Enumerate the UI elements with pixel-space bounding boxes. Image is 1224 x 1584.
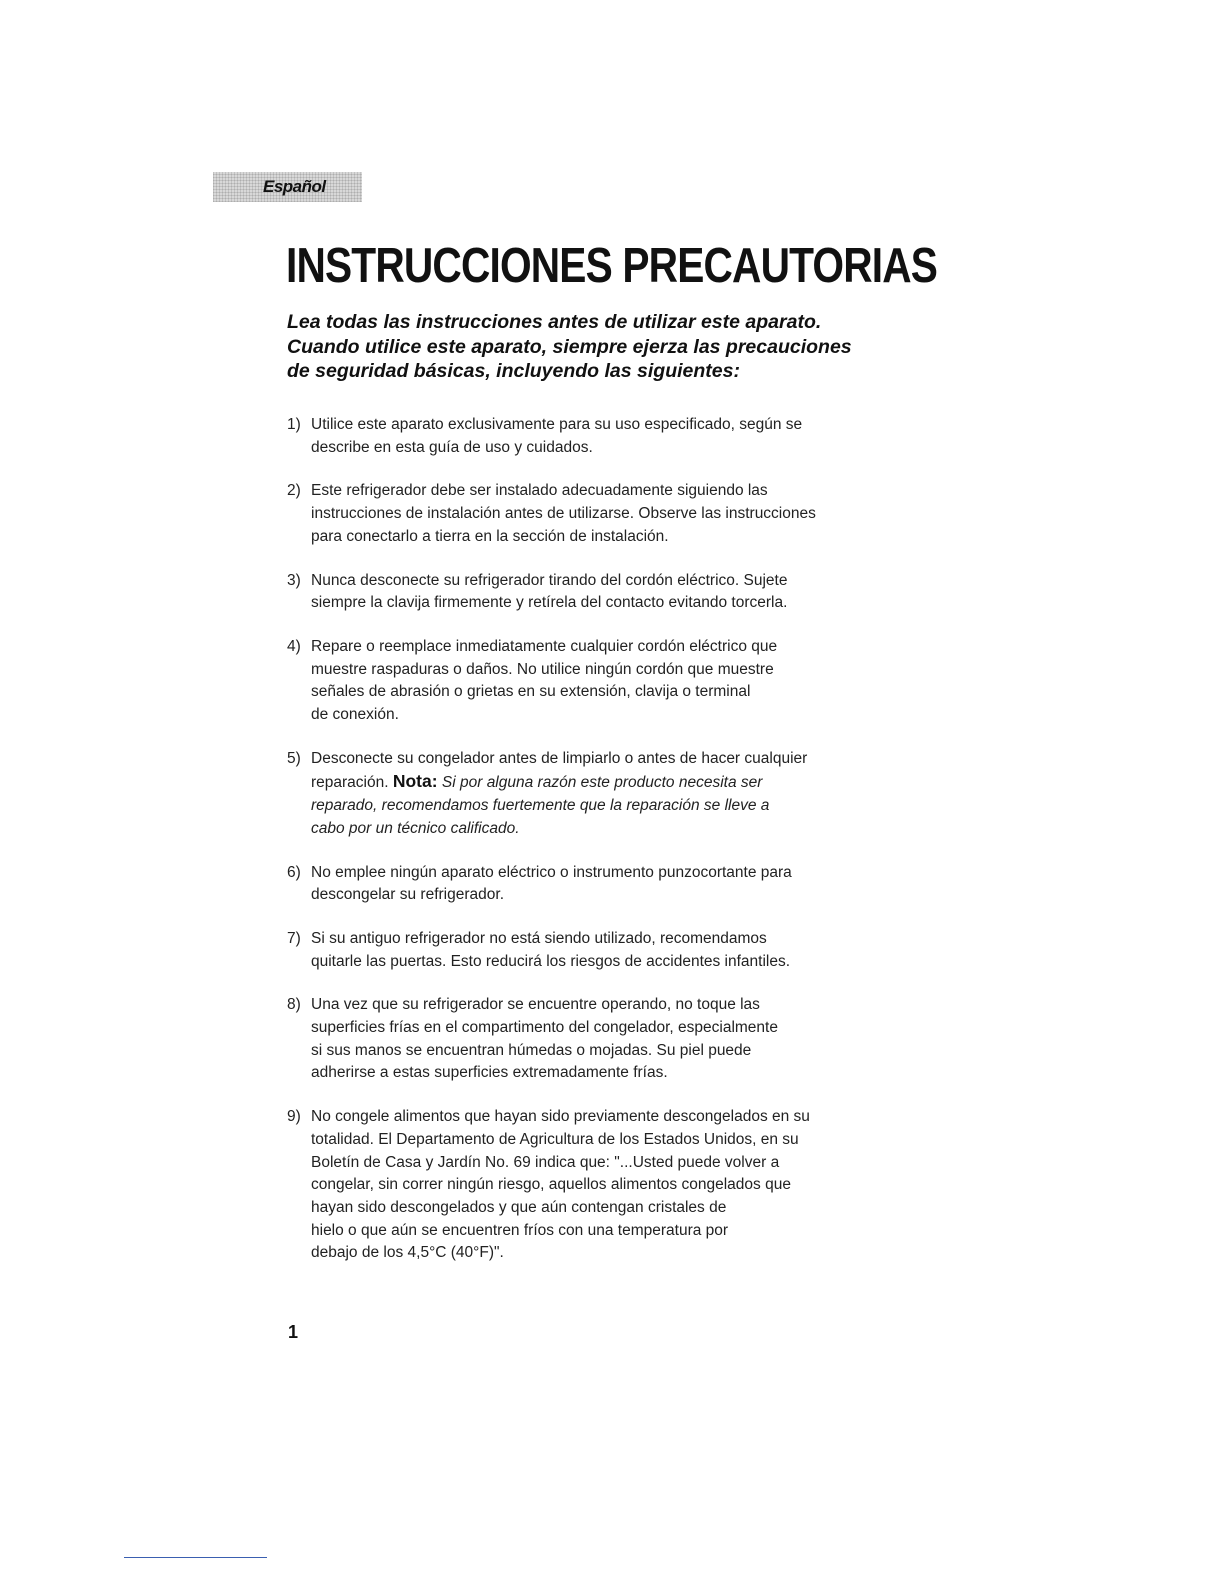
item-line: debajo de los 4,5°C (40°F)". xyxy=(311,1244,504,1262)
list-item-9 xyxy=(287,1106,947,1265)
language-tab-label: Español xyxy=(263,177,326,196)
page-title: INSTRUCCIONES PRECAUTORIAS xyxy=(286,239,938,293)
item-line: Este refrigerador debe ser instalado adecuadamente siguiendo las xyxy=(311,482,768,500)
intro-text xyxy=(287,310,967,384)
item-line: quitarle las puertas. Esto reducirá los riesgos de accidentes infantiles. xyxy=(311,952,791,970)
list-item-6 xyxy=(287,862,947,907)
item-line: Si su antiguo refrigerador no está siendo utilizado, recomendamos xyxy=(311,929,767,947)
item-line: siempre la clavija firmemente y retírela del contacto evitando torcerla. xyxy=(311,594,788,612)
item-line-with-note xyxy=(311,770,947,795)
intro-line: Cuando utilice este aparato, siempre ejerza las precauciones xyxy=(287,335,852,358)
item-line: No congele alimentos que hayan sido previamente descongelados en su xyxy=(311,1108,810,1126)
list-item-8 xyxy=(287,994,947,1085)
item-number: 6) xyxy=(287,863,301,881)
item-line: Una vez que su refrigerador se encuentre operando, no toque las xyxy=(311,996,760,1014)
note-text: cabo por un técnico calificado. xyxy=(311,819,520,837)
item-line: hayan sido descongelados y que aún contengan cristales de xyxy=(311,1198,727,1216)
item-line: para conectarlo a tierra en la sección de instalación. xyxy=(311,527,669,545)
item-line: Repare o reemplace inmediatamente cualquier cordón eléctrico que xyxy=(311,637,778,655)
bottom-divider xyxy=(124,1557,267,1558)
item-number: 4) xyxy=(287,637,301,655)
item-line: Boletín de Casa y Jardín No. 69 indica que: "...Usted puede volver a xyxy=(311,1153,780,1171)
list-item-2 xyxy=(287,480,947,548)
item-line: No emplee ningún aparato eléctrico o instrumento punzocortante para xyxy=(311,863,792,881)
item-text: reparación. xyxy=(311,774,389,792)
precaution-list xyxy=(287,414,947,1286)
language-tab xyxy=(213,172,362,202)
item-number: 8) xyxy=(287,996,301,1014)
page-number: 1 xyxy=(288,1322,299,1342)
item-number: 3) xyxy=(287,571,301,589)
list-item-3 xyxy=(287,570,947,615)
item-number: 9) xyxy=(287,1108,301,1126)
item-line: totalidad. El Departamento de Agricultura de los Estados Unidos, en su xyxy=(311,1130,799,1148)
item-line: hielo o que aún se encuentren fríos con una temperatura por xyxy=(311,1221,729,1239)
item-line: Nunca desconecte su refrigerador tirando del cordón eléctrico. Sujete xyxy=(311,571,788,589)
item-line: instrucciones de instalación antes de utilizarse. Observe las instrucciones xyxy=(311,505,816,523)
item-number: 1) xyxy=(287,416,301,433)
item-line: muestre raspaduras o daños. No utilice ningún cordón que muestre xyxy=(311,660,774,678)
item-line: señales de abrasión o grietas en su extensión, clavija o terminal xyxy=(311,683,751,701)
list-item-1 xyxy=(287,414,947,459)
intro-line: Lea todas las instrucciones antes de utilizar este aparato. xyxy=(287,311,822,333)
item-line: Utilice este aparato exclusivamente para su uso especificado, según se xyxy=(311,416,803,433)
note-text: Si por alguna razón este producto necesita ser xyxy=(441,774,763,792)
note-text: reparado, recomendamos fuertemente que la reparación se lleve a xyxy=(311,797,770,815)
item-line: si sus manos se encuentran húmedas o mojadas. Su piel puede xyxy=(311,1041,752,1059)
item-line: de conexión. xyxy=(311,706,399,724)
item-number: 5) xyxy=(287,749,301,767)
item-line: describe en esta guía de uso y cuidados. xyxy=(311,438,593,456)
list-item-7 xyxy=(287,928,947,973)
item-number: 2) xyxy=(287,482,301,500)
list-item-4 xyxy=(287,636,947,727)
intro-line: de seguridad básicas, incluyendo las siguientes: xyxy=(287,360,740,382)
item-line: congelar, sin correr ningún riesgo, aquellos alimentos congelados que xyxy=(311,1176,791,1194)
item-line: adherirse a estas superficies extremadamente frías. xyxy=(311,1064,668,1082)
item-line: descongelar su refrigerador. xyxy=(311,886,505,904)
item-line: Desconecte su congelador antes de limpiarlo o antes de hacer cualquier xyxy=(311,749,808,767)
item-line: superficies frías en el compartimento del congelador, especialmente xyxy=(311,1019,778,1037)
note-label: Nota: xyxy=(392,771,438,792)
item-number: 7) xyxy=(287,929,301,947)
list-item-5 xyxy=(287,748,947,841)
